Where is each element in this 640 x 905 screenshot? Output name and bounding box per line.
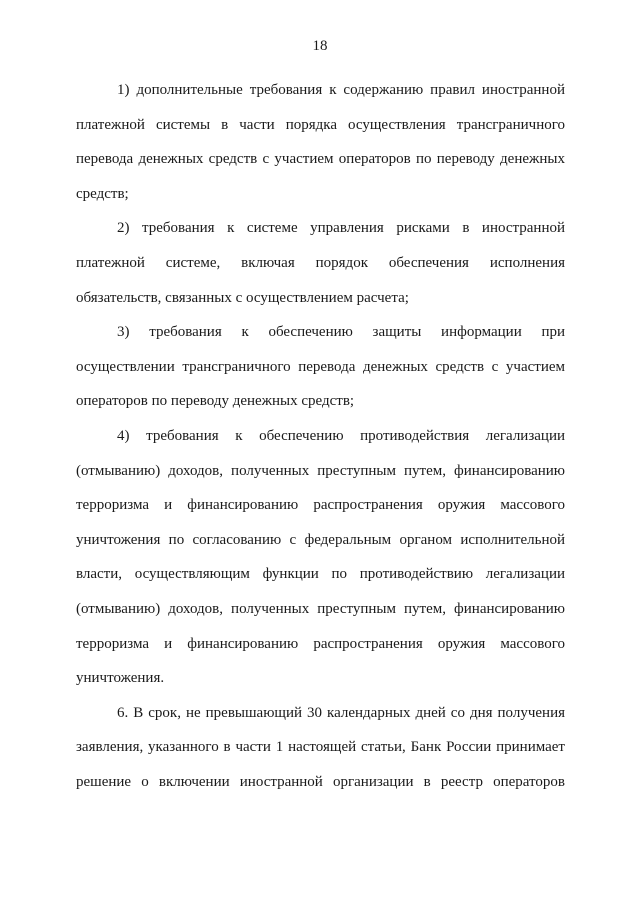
paragraph-item-1: 1) дополнительные требования к содержанию правил иностранной платежной системы в части порядка осуществления трансграничного перевода денежных средств с участием операторов по переводу денежных средств; [76, 82, 565, 202]
paragraph-item-3: 3) требования к обеспечению защиты информации при осуществлении трансграничного перевода денежных средств с участием операторов по переводу денежных средств; [76, 324, 565, 410]
paragraph-item-4: 4) требования к обеспечению противодействия легализации (отмыванию) доходов, полученных преступным путем, финансированию терроризма и финансированию распространения оружия массового уничтожения по согласованию с федеральным органом исполнительной власти, осуществляющим функции по противодействию легализации (отмыванию) доходов, полученных преступным путем, финансированию терроризма и финансированию распространения оружия массового уничтожения. [76, 427, 565, 687]
paragraph-section-6: 6. В срок, не превышающий 30 календарных дней со дня получения заявления, указанного в части 1 настоящей статьи, Банк России принимает решение о включении иностранной организации в реестр операторов [76, 704, 565, 790]
paragraph-item-2: 2) требования к системе управления рисками в иностранной платежной системе, включая порядок обеспечения исполнения обязательств, связанных с осуществлением расчета; [76, 220, 565, 306]
document-body [76, 73, 565, 799]
page-number: 18 [312, 38, 328, 54]
